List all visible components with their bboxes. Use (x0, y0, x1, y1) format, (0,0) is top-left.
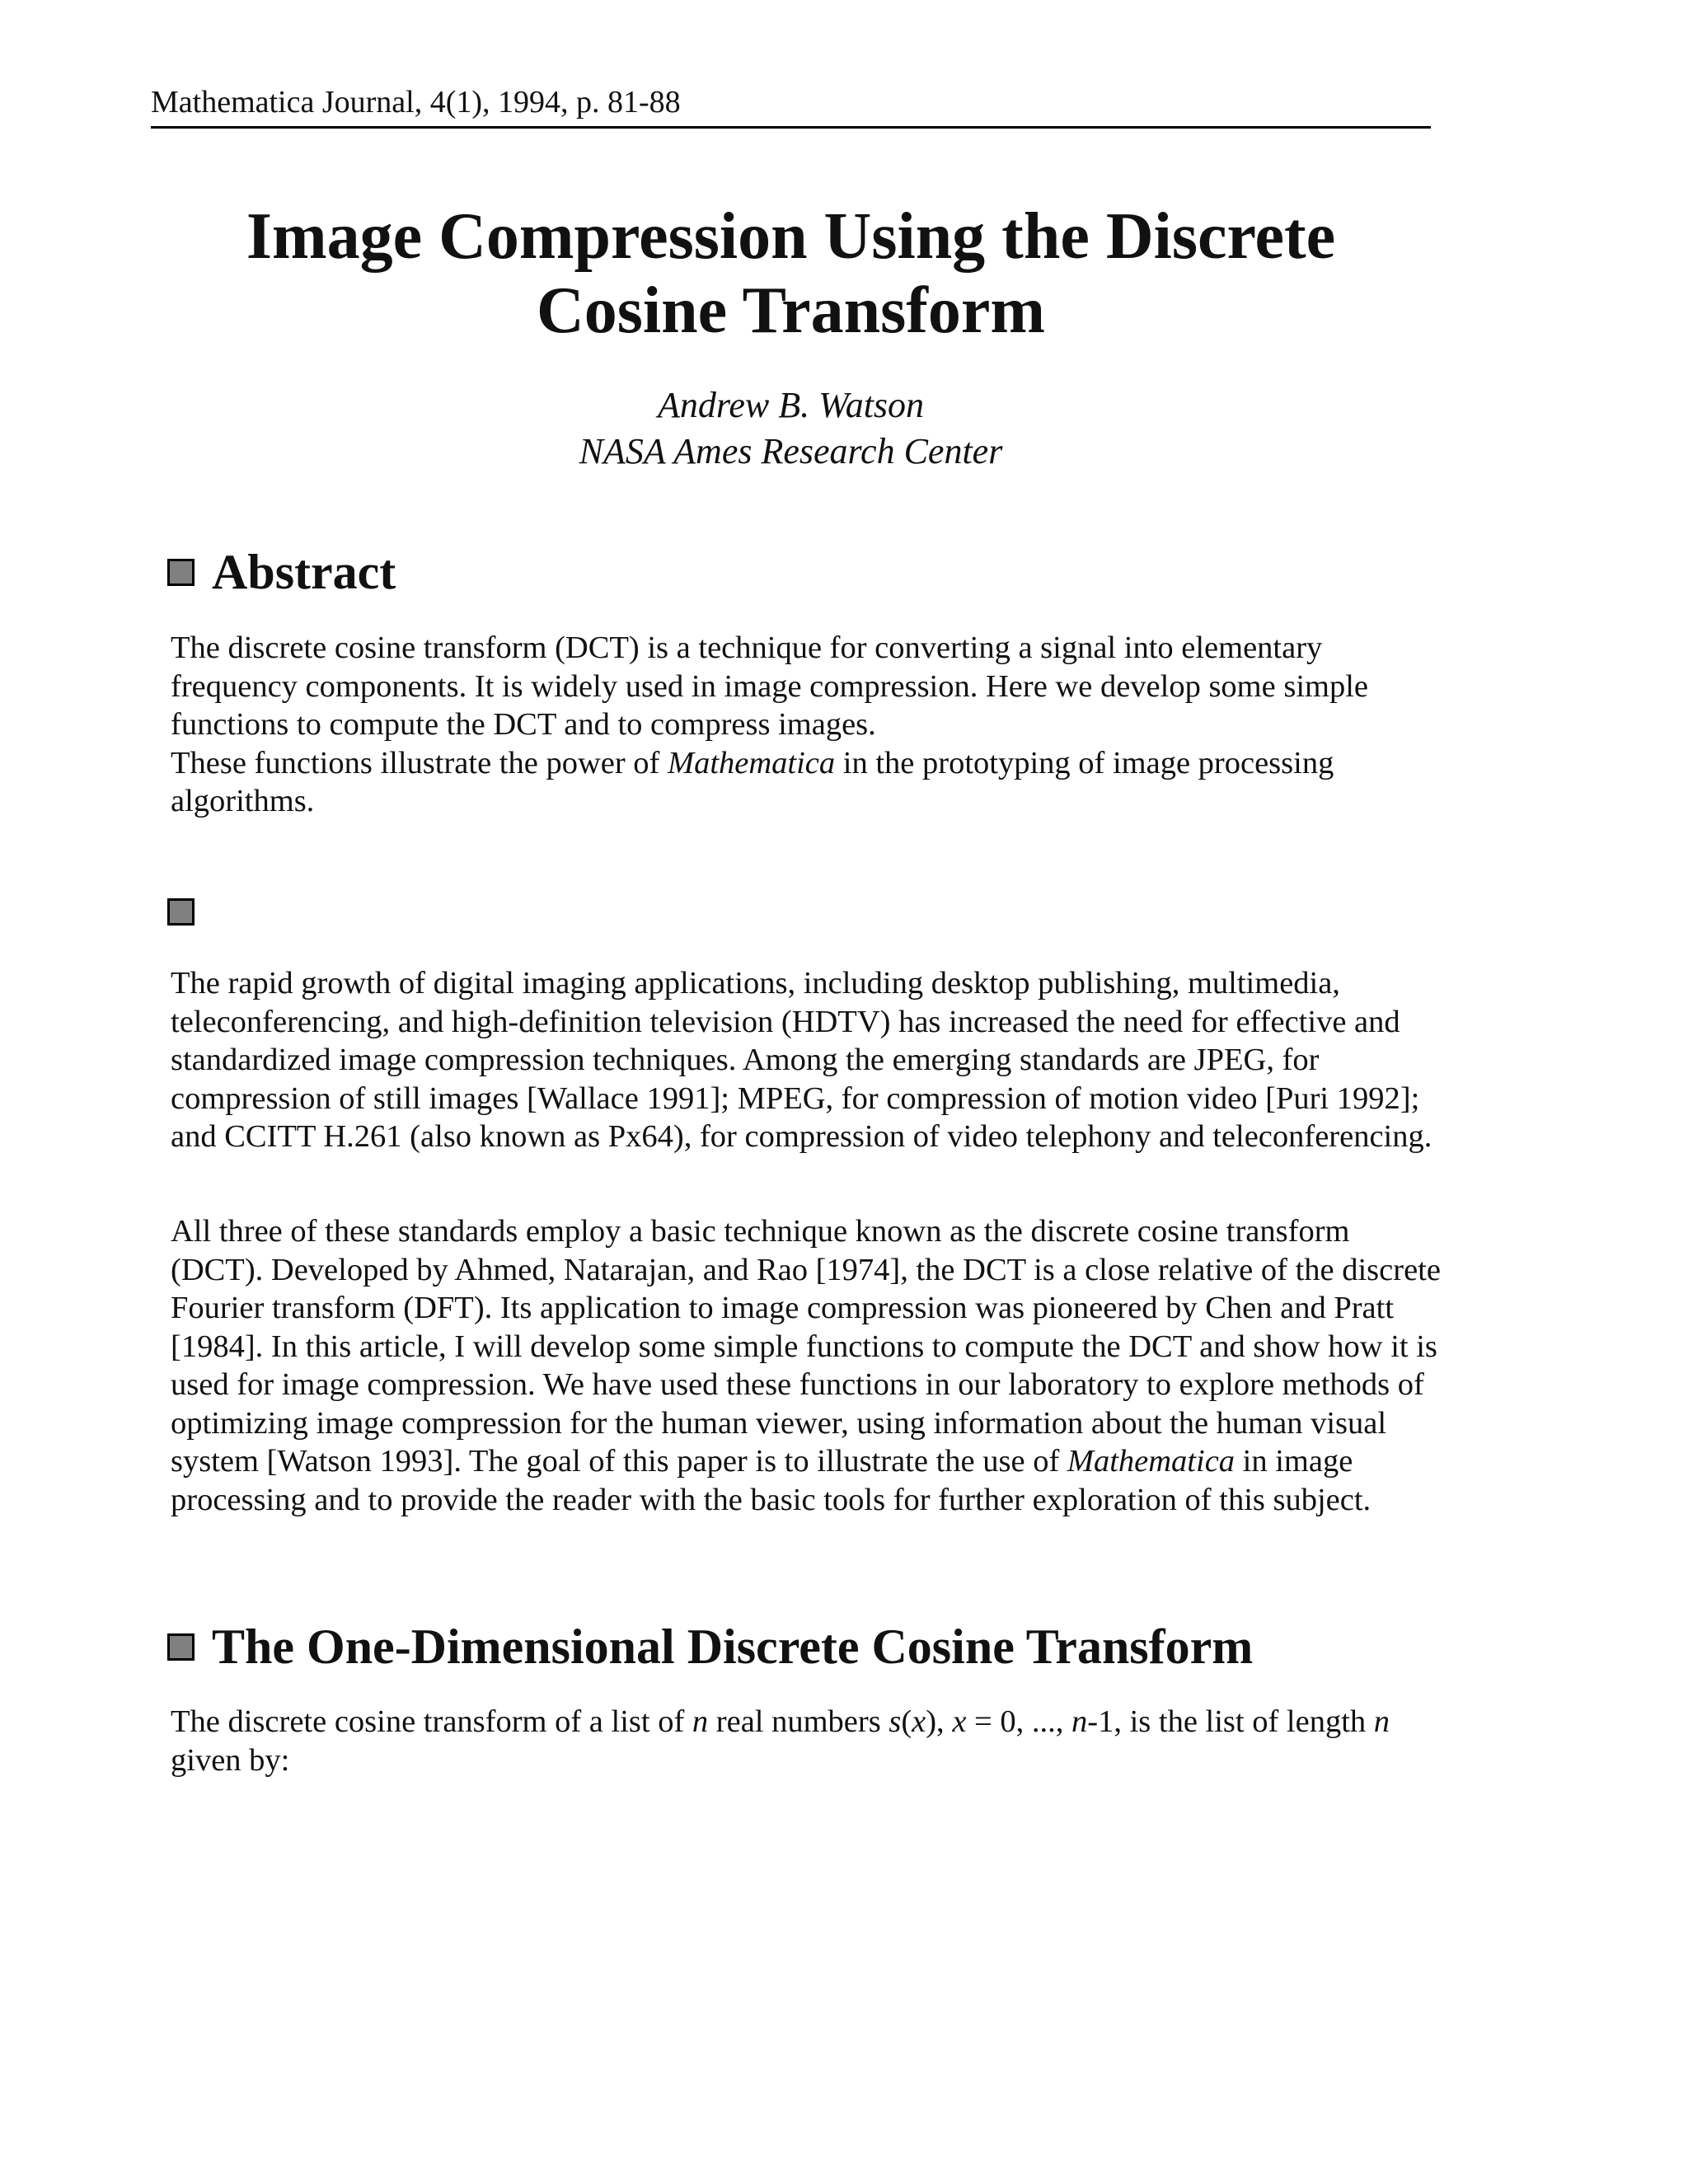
author-name: Andrew B. Watson (657, 385, 925, 425)
text-run: The discrete cosine transform of a list of (171, 1704, 692, 1739)
math-var-x: x (912, 1704, 926, 1739)
text-run: given by: (171, 1742, 290, 1778)
running-header (151, 82, 1431, 129)
intro-p2-text-b: in image processing and to provide the reader with the basic tools for further exploration of this subject. (171, 1444, 1372, 1517)
math-var-n: n (1071, 1704, 1088, 1739)
text-run: ( (901, 1704, 912, 1739)
abstract-heading: Abstract (212, 545, 396, 599)
text-run: = 0, ..., (966, 1704, 1071, 1739)
section-marker-icon (167, 1633, 195, 1661)
abstract-paragraph-2 (171, 744, 1444, 821)
abstract-body (171, 629, 1444, 821)
text-run: real numbers (708, 1704, 889, 1739)
math-var-s: s (889, 1704, 902, 1739)
abstract-p2-text-b: in the prototyping of image processing algorithms. (171, 745, 1334, 818)
abstract-p2-text-a: These functions illustrate the power of (171, 745, 668, 780)
one-d-dct-heading: The One-Dimensional Discrete Cosine Transform (212, 1619, 1254, 1674)
author-affiliation: NASA Ames Research Center (579, 431, 1003, 471)
intro-p2-mathematica: Mathematica (1067, 1444, 1236, 1479)
intro-p2-text-a: All three of these standards employ a basic technique known as the discrete cosine transform (DCT). Developed by Ahmed, Natarajan, and Rao [1974], the DCT is a close relative of the discrete Fourier transform (DFT). Its application to image compression was pioneered by Chen and Pratt [1984]. In this article, I will develop some simple functions to compute the DCT and show how it is used for image compression. We have used these functions in our laboratory to explore methods of optimizing image compression for the human viewer, using information about the human visual system [Watson 1993]. The goal of this paper is to illustrate the use of (171, 1214, 1441, 1479)
article-title (151, 199, 1431, 348)
abstract-p2-mathematica: Mathematica (668, 745, 836, 780)
section-marker-icon (167, 559, 195, 586)
math-var-n: n (1373, 1704, 1390, 1739)
title-line-2: Cosine Transform (536, 274, 1046, 347)
intro-paragraph-2 (171, 1212, 1444, 1519)
running-head-text: Mathematica Journal, 4(1), 1994, p. 81-88 (151, 85, 681, 120)
abstract-paragraph-1: The discrete cosine transform (DCT) is a technique for converting a signal into elementary frequency components. It is widely used in image compression. Here we develop some simple functions to compute the DCT and to compress images. (171, 630, 1368, 742)
section-marker-icon (167, 898, 195, 926)
text-run: -1, is the list of length (1087, 1704, 1374, 1739)
math-var-x: x (952, 1704, 967, 1739)
math-var-n: n (692, 1704, 709, 1739)
title-line-1: Image Compression Using the Discrete (246, 200, 1336, 273)
one-d-dct-paragraph-1 (171, 1703, 1444, 1779)
text-run: ), (926, 1704, 953, 1739)
intro-paragraph-1: The rapid growth of digital imaging applications, including desktop publishing, multimedia, teleconferencing, and high-definition television (HDTV) has increased the need for effective and standardized image compression techniques. Among the emerging standards are JPEG, for compression of still images [Wallace 1991]; MPEG, for compression of motion video [Puri 1992]; and CCITT H.261 (also known as Px64), for compression of video telephony and teleconferencing. (171, 966, 1432, 1154)
byline (151, 382, 1431, 475)
